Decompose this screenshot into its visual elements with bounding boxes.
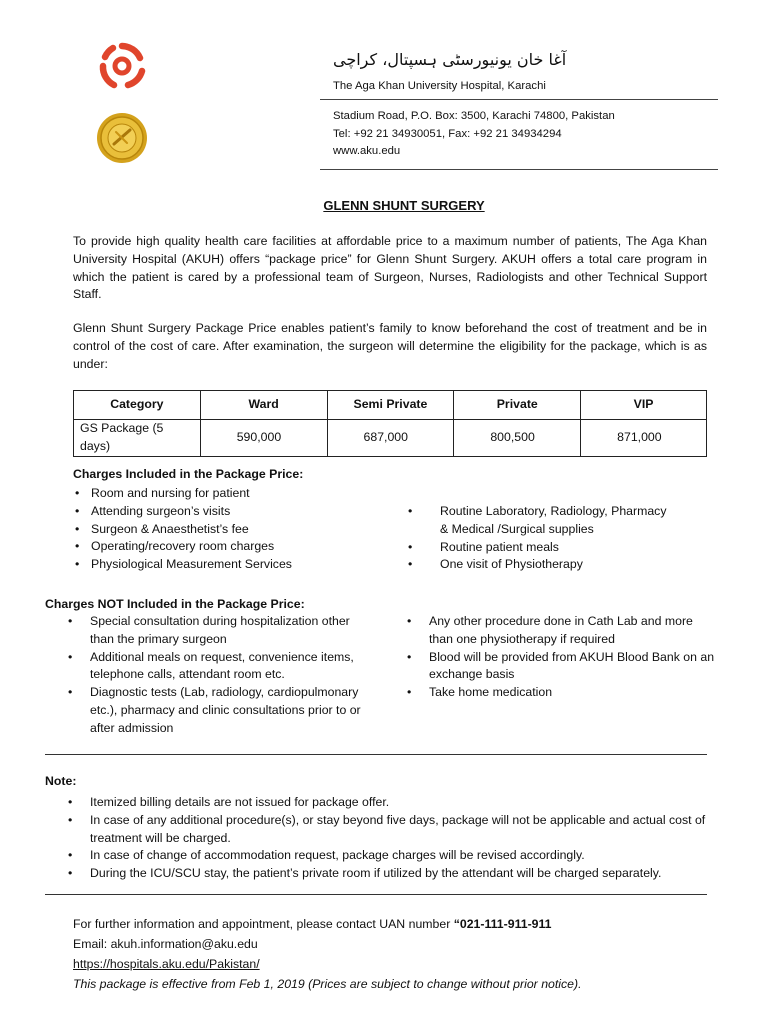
list-item: • In case of any additional procedure(s), or stay beyond five days, package will not be applicable and actual cost of treatment will be charged. (66, 812, 726, 848)
header-divider (320, 99, 718, 100)
list-item: • Take home medication (405, 684, 715, 702)
contact-line (73, 916, 552, 934)
hospital-website-link[interactable]: https://hospitals.aku.edu/Pakistan/ (73, 957, 260, 971)
list-item: • Blood will be provided from AKUH Blood Bank on an exchange basis (405, 649, 715, 685)
email-line[interactable]: Email: akuh.information@aku.edu (73, 937, 258, 951)
package-price-table (73, 390, 707, 457)
list-item: • Itemized billing details are not issued for package offer. (66, 794, 726, 812)
table-cell-private: 800,500 (454, 420, 581, 457)
table-cell-ward: 590,000 (200, 420, 327, 457)
website-link[interactable]: www.aku.edu (333, 145, 401, 157)
list-item: • Additional meals on request, convenience items, telephone calls, attendant room etc. (66, 649, 376, 685)
list-item: • Diagnostic tests (Lab, radiology, cardiopulmonary etc.), pharmacy and clinic consultations prior to or after admission (66, 684, 376, 737)
list-item (406, 503, 706, 539)
table-row (74, 420, 707, 457)
header-divider-bottom (320, 169, 718, 170)
page-title: GLENN SHUNT SURGERY (323, 198, 485, 213)
effective-date-note: This package is effective from Feb 1, 2019 (Prices are subject to change without prior notice). (73, 977, 582, 991)
list-item: • Routine patient meals (406, 539, 706, 557)
note-heading: Note: (45, 774, 77, 788)
table-header: Semi Private (327, 391, 454, 420)
list-item: • Physiological Measurement Services (75, 556, 375, 574)
list-item: • Attending surgeon’s visits (75, 503, 375, 521)
list-item: • Surgeon & Anaesthetist’s fee (75, 521, 375, 539)
section-divider (45, 754, 707, 755)
table-cell-category: GS Package (5 days) (74, 420, 201, 457)
uan-number: “021-111-911-911 (453, 917, 552, 931)
akuh-logo-icon (96, 40, 148, 92)
table-cell-vip: 871,000 (581, 420, 707, 457)
table-header: Ward (200, 391, 327, 420)
accreditation-seal-icon (96, 112, 148, 164)
included-list-right (406, 503, 706, 574)
address: Stadium Road, P.O. Box: 3500, Karachi 74800, Pakistan (333, 110, 615, 122)
list-item-line: • Routine Laboratory, Radiology, Pharmacy (440, 504, 667, 518)
list-item: • During the ICU/SCU stay, the patient’s private room if utilized by the attendant will be charged separately. (66, 865, 726, 883)
note-list (66, 794, 726, 883)
list-item: • Operating/recovery room charges (75, 538, 375, 556)
not-included-list-right (405, 613, 715, 702)
list-item-line: & Medical /Surgical supplies (440, 521, 594, 536)
table-cell-semi-private: 687,000 (327, 420, 454, 457)
list-item: • One visit of Physiotherapy (406, 556, 706, 574)
contact-text: For further information and appointment, please contact UAN number (73, 917, 454, 931)
list-item: • Special consultation during hospitalization other than the primary surgeon (66, 613, 376, 649)
table-header: Category (74, 391, 201, 420)
list-item: • In case of change of accommodation request, package charges will be revised accordingly. (66, 847, 726, 865)
table-header-row (74, 391, 707, 420)
not-included-list-left (66, 613, 376, 738)
intro-paragraph-2: Glenn Shunt Surgery Package Price enables patient’s family to know beforehand the cost of treatment and be in control of the cost of care. After examination, the surgeon will determine the eligibility for the package, which is as under: (73, 321, 707, 371)
section-divider (45, 894, 707, 895)
included-heading: Charges Included in the Package Price: (73, 467, 304, 481)
urdu-hospital-name: آغا خان یونیورسٹی ہسپتال، کراچی (333, 50, 567, 69)
hospital-name: The Aga Khan University Hospital, Karachi (333, 80, 546, 92)
list-item: • Room and nursing for patient (75, 485, 375, 503)
intro-paragraph-1: To provide high quality health care facilities at affordable price to a maximum number of patients, The Aga Khan University Hospital (AKUH) offers “package price” for Glenn Shunt Surgery. AKUH offers a total care program in which the patient is cared by a professional team of Surgeon, Nurses, Radiologists and other Technical Support Staff. (73, 234, 707, 302)
included-list-left (75, 485, 375, 574)
table-header: VIP (581, 391, 707, 420)
table-header: Private (454, 391, 581, 420)
contact-block (333, 108, 615, 161)
list-item: • Any other procedure done in Cath Lab and more than one physiotherapy if required (405, 613, 715, 649)
phone-fax: Tel: +92 21 34930051, Fax: +92 21 34934294 (333, 127, 562, 140)
not-included-heading: Charges NOT Included in the Package Price: (45, 597, 305, 611)
